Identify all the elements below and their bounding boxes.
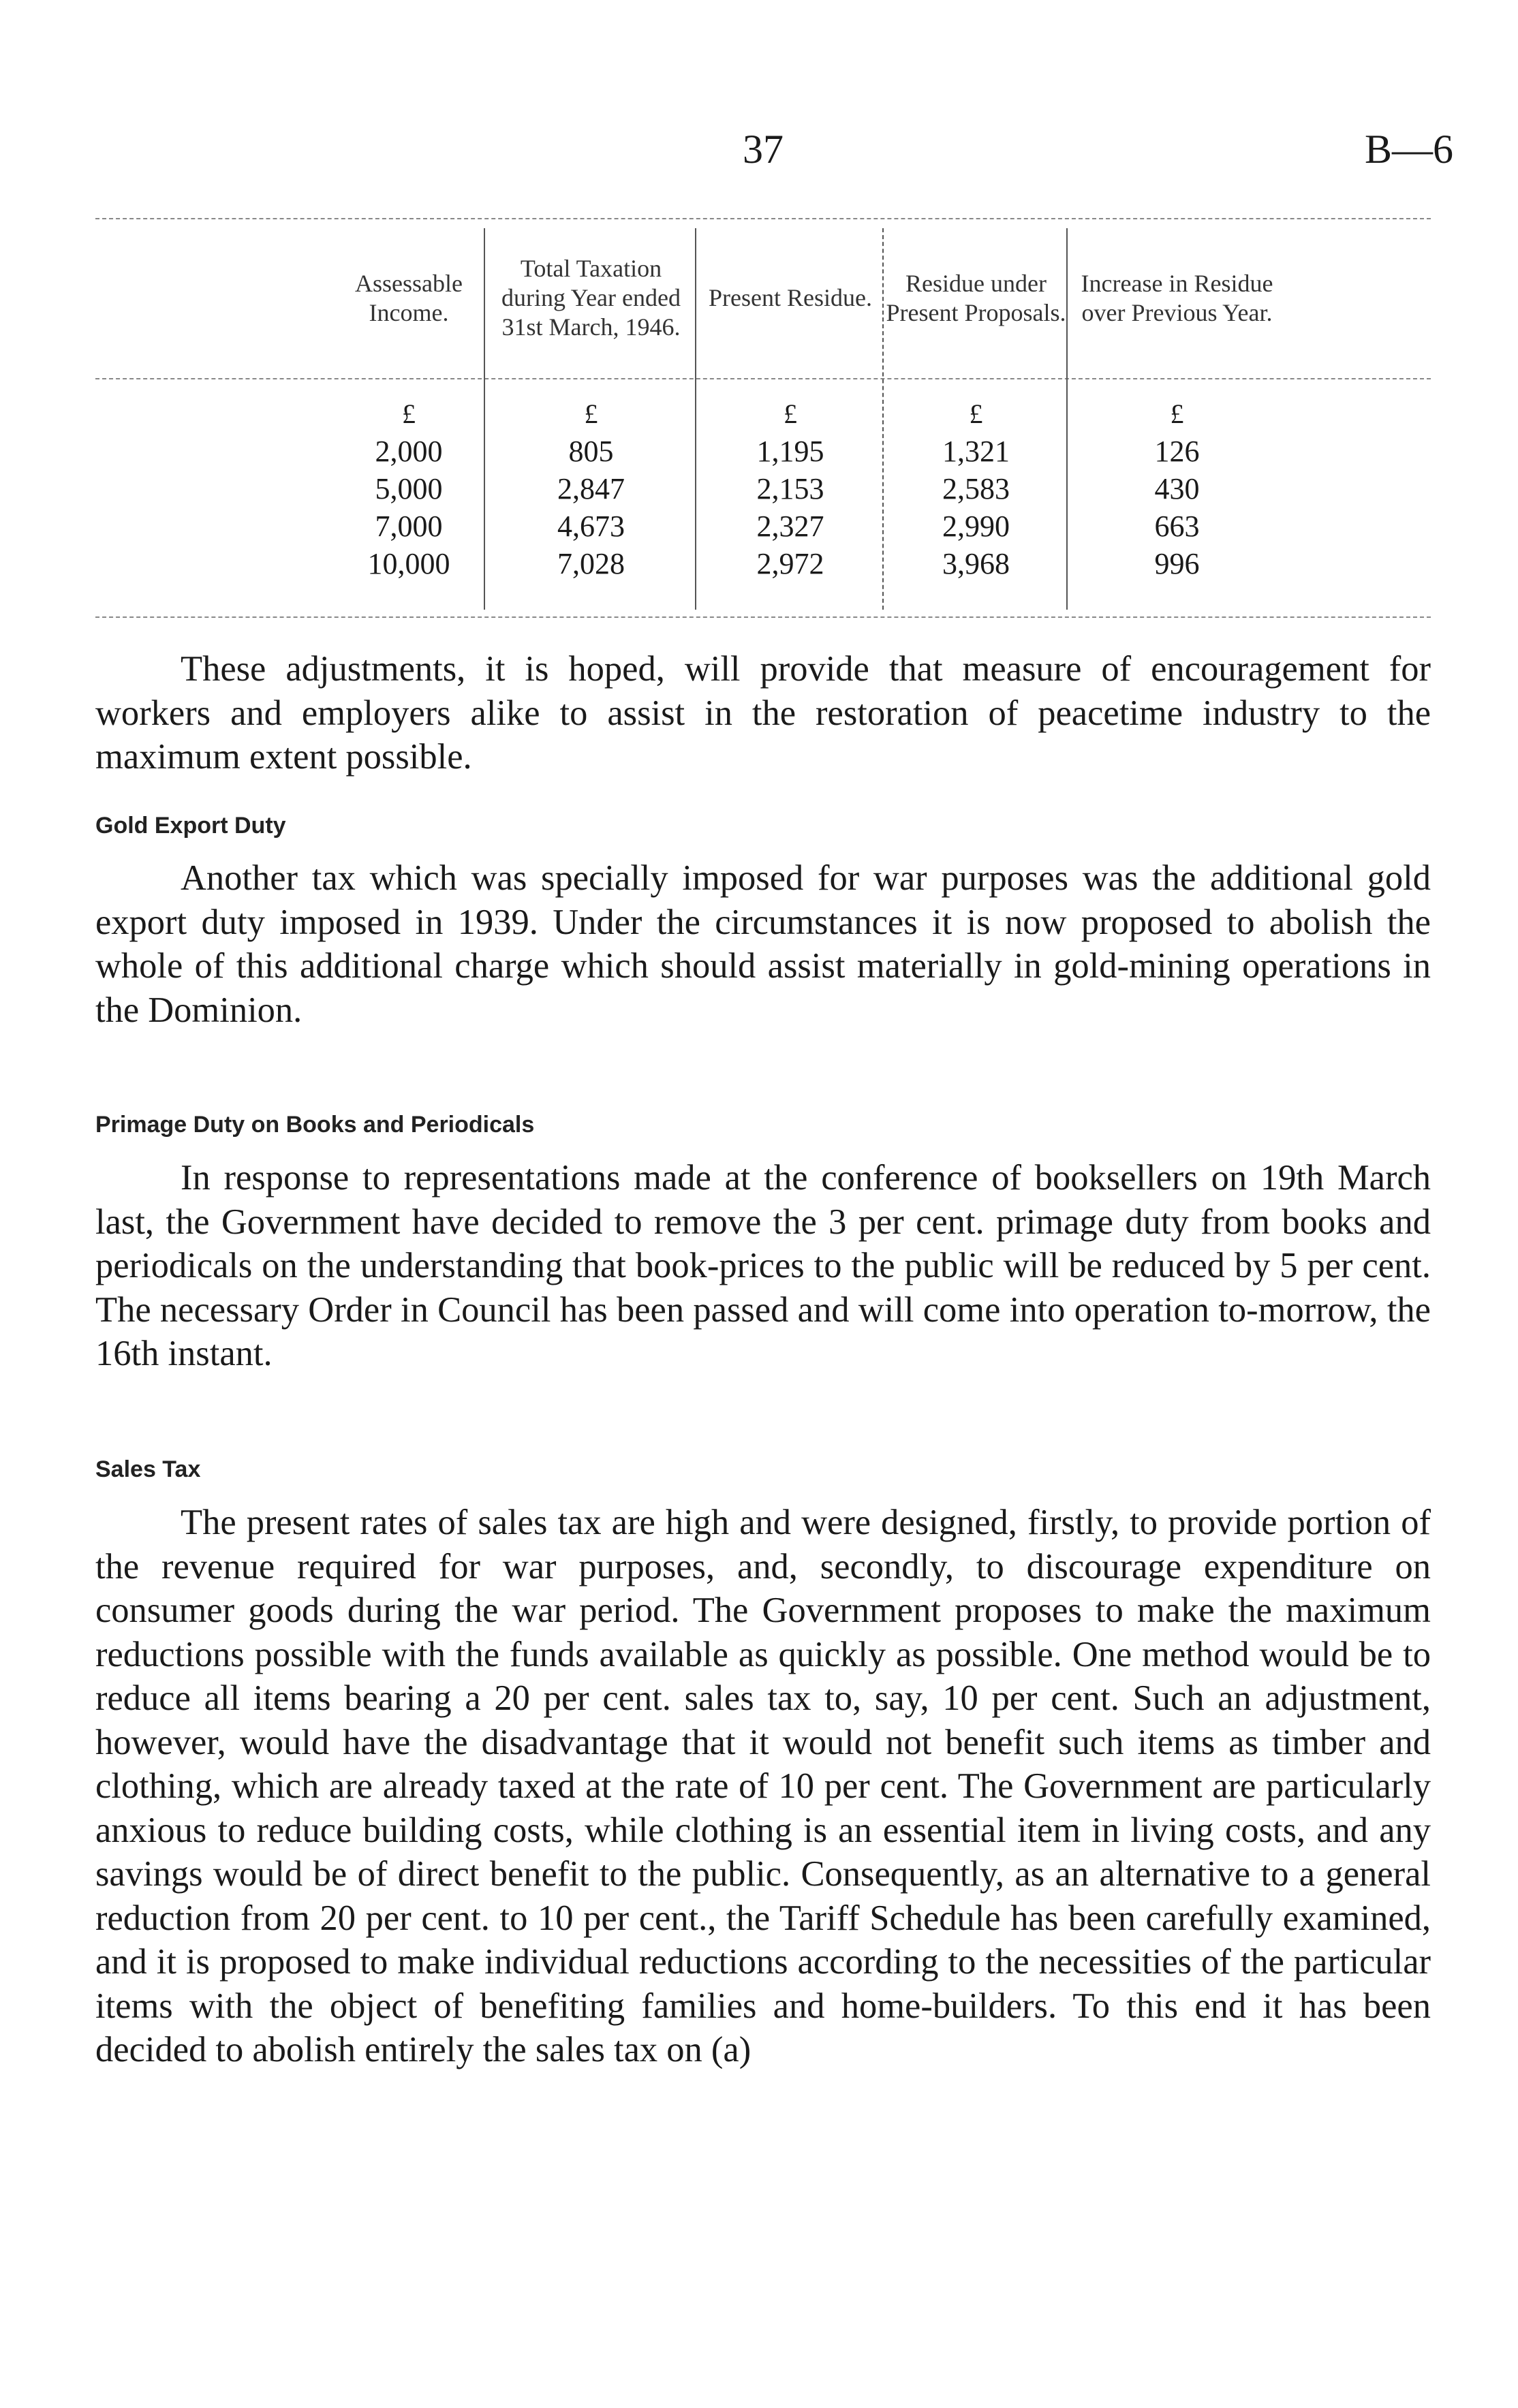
unit-label: £ — [402, 398, 416, 429]
column-header: Residue under Present Proposals. — [886, 269, 1066, 326]
table-cell: 430 — [1154, 472, 1200, 505]
column-header: Assessable Income. — [355, 269, 463, 326]
page-header — [0, 126, 1518, 181]
column-divider — [484, 228, 485, 610]
table-cell: 4,673 — [557, 510, 625, 543]
heading-gold-export-duty: Gold Export Duty — [95, 813, 286, 839]
table-cell: 2,153 — [756, 472, 824, 505]
table-cell: 2,990 — [942, 510, 1010, 543]
table-cell: 10,000 — [367, 547, 450, 580]
page-number: 37 — [743, 127, 784, 172]
table-cell: 3,968 — [942, 547, 1010, 580]
table-bottom-rule — [95, 616, 1431, 618]
table-cell: 2,972 — [756, 547, 824, 580]
column-divider — [1066, 228, 1068, 610]
document-reference: B—6 — [1364, 127, 1453, 172]
table-top-rule — [95, 218, 1431, 219]
unit-label: £ — [584, 398, 598, 429]
table-cell: 1,195 — [756, 435, 824, 468]
table-cell: 5,000 — [375, 472, 443, 505]
column-header: Increase in Residue over Previous Year. — [1081, 269, 1273, 326]
table-cell: 1,321 — [942, 435, 1010, 468]
heading-sales-tax: Sales Tax — [95, 1456, 201, 1482]
table-cell: 2,327 — [756, 510, 824, 543]
unit-label: £ — [784, 398, 797, 429]
column-header: Present Residue. — [709, 284, 872, 311]
income-tax-table — [95, 218, 1431, 627]
table-cell: 7,000 — [375, 510, 443, 543]
sales-section — [95, 1501, 1431, 2072]
sales-paragraph: The present rates of sales tax are high and were designed, firstly, to provide portion of the revenue required for war purposes, and, secondly, to discourage expenditure on consumer goods during the war period. The Government proposes to make the maximum reductions possible with the funds available as quickly as possible. One method would be to reduce all items bearing a 20 per cent. sales tax to, say, 10 per cent. Such an adjustment, however, would have the disadvantage that it would not benefit such items as timber and clothing, which are already taxed at the rate of 10 per cent. The Government are particularly anxious to reduce building costs, while clothing is an essential item in living costs, and any savings would be of direct benefit to the public. Consequently, as an alternative to a general reduction from 20 per cent. to 10 per cent., the Tariff Schedule has been carefully examined, and it is proposed to make individual reductions according to the necessities of the particular items with the object of benefiting families and home-builders. To this end it has been decided to abolish entirely the sales tax on (a) — [95, 1503, 1431, 2069]
table-cell: 2,583 — [942, 472, 1010, 505]
table-cell: 805 — [568, 435, 614, 468]
column-divider — [882, 228, 884, 610]
primage-section — [95, 1156, 1431, 1376]
column-present-residue — [698, 228, 882, 610]
column-header: Total Taxation during Year ended 31st March, 1946. — [501, 255, 681, 341]
table-cell: 126 — [1154, 435, 1200, 468]
table-cell: 663 — [1154, 510, 1200, 543]
table-cell: 7,028 — [557, 547, 625, 580]
table-cell: 2,847 — [557, 472, 625, 505]
gold-paragraph: Another tax which was specially imposed for war purposes was the additional gold export duty imposed in 1939. Under the circumstances it is now proposed to abolish the whole of this additional charge which should assist materially in gold-mining operations in the Dominion. — [95, 858, 1431, 1030]
unit-label: £ — [1170, 398, 1184, 429]
column-increase-in-residue — [1070, 228, 1284, 610]
table-cell: 2,000 — [375, 435, 443, 468]
column-total-taxation — [487, 228, 695, 610]
table-cell: 996 — [1154, 547, 1200, 580]
intro-paragraph: These adjustments, it is hoped, will provide that measure of encouragement for workers and employers alike to assist in the restoration of peacetime industry to the maximum extent possible. — [95, 649, 1431, 777]
gold-section — [95, 856, 1431, 1032]
heading-primage-duty: Primage Duty on Books and Periodicals — [95, 1112, 535, 1138]
intro-section — [95, 647, 1431, 779]
primage-paragraph: In response to representations made at the conference of booksellers on 19th March last, the Government have decided to remove the 3 per cent. primage duty from books and periodicals on the understanding that book-prices to the public will be reduced by 5 per cent. The necessary Order in Council has been passed and will come into operation to-morrow, the 16th instant. — [95, 1158, 1431, 1373]
column-assessable-income — [334, 228, 484, 610]
column-divider — [695, 228, 696, 610]
unit-label: £ — [969, 398, 983, 429]
column-residue-under-proposals — [886, 228, 1066, 610]
